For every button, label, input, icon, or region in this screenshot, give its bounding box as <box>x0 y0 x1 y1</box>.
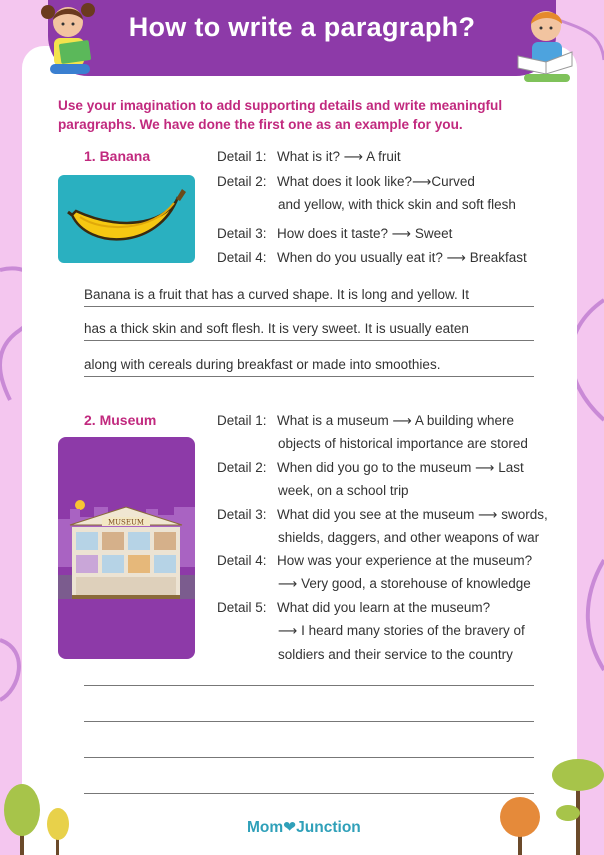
detail-text: What does it look like?⟶Curved <box>277 174 475 189</box>
museum-detail-2 <box>217 456 524 503</box>
girl-reading-icon <box>40 0 102 78</box>
banana-paragraph-line-3: along with cereals during breakfast or made into smoothies. <box>84 357 534 377</box>
writing-line-3[interactable] <box>84 757 534 758</box>
banana-detail-4 <box>217 246 527 269</box>
banana-detail-1 <box>217 145 401 168</box>
logo-text-right: Junction <box>296 819 361 836</box>
museum-detail-4 <box>217 549 532 596</box>
banana-icon <box>58 175 195 263</box>
logo-text-left: Mom <box>247 819 284 836</box>
museum-building-icon <box>58 437 195 659</box>
museum-image <box>58 437 195 659</box>
detail-text-continued: ⟶ I heard many stories of the bravery of <box>278 623 525 639</box>
detail-text: What did you see at the museum ⟶ swords, <box>277 507 548 522</box>
detail-label: Detail 1: <box>217 413 267 428</box>
tree-icon <box>494 755 604 855</box>
detail-text: What is it? ⟶ A fruit <box>277 149 401 164</box>
banana-paragraph-line-2: has a thick skin and soft flesh. It is very sweet. It is usually eaten <box>84 321 534 341</box>
detail-label: Detail 3: <box>217 226 267 241</box>
momjunction-logo <box>247 818 361 837</box>
detail-label: Detail 2: <box>217 174 267 189</box>
detail-text: How does it taste? ⟶ Sweet <box>277 226 453 241</box>
title-banner <box>48 0 556 76</box>
detail-text-continued: and yellow, with thick skin and soft flesh <box>278 197 516 213</box>
museum-sign: MUSEUM <box>107 518 145 527</box>
banana-paragraph-line-1: Banana is a fruit that has a curved shape. It is long and yellow. It <box>84 287 534 307</box>
detail-label: Detail 4: <box>217 250 267 265</box>
banana-detail-3 <box>217 222 452 245</box>
banana-image <box>58 175 195 263</box>
museum-detail-3 <box>217 503 548 550</box>
instructions-text: Use your imagination to add supporting details and write meaningful paragraphs. We have done the first one as an example for you. <box>58 98 503 132</box>
page-title: How to write a paragraph? <box>128 12 476 42</box>
detail-label: Detail 4: <box>217 553 267 568</box>
writing-line-2[interactable] <box>84 721 534 722</box>
detail-text: When did you go to the museum ⟶ Last <box>277 460 524 475</box>
detail-text-continued: shields, daggers, and other weapons of war <box>278 530 540 546</box>
detail-label: Detail 2: <box>217 460 267 475</box>
museum-detail-5 <box>217 596 525 666</box>
detail-label: Detail 1: <box>217 149 267 164</box>
detail-text: What is a museum ⟶ A building where <box>277 413 514 428</box>
detail-text-continued: ⟶ Very good, a storehouse of knowledge <box>278 576 531 592</box>
detail-text-continued: soldiers and their service to the country <box>278 646 513 662</box>
detail-label: Detail 5: <box>217 600 267 615</box>
detail-text: When do you usually eat it? ⟶ Breakfast <box>277 250 527 265</box>
detail-text-continued: week, on a school trip <box>278 483 409 499</box>
detail-text: How was your experience at the museum? <box>277 553 533 568</box>
detail-text-continued: objects of historical importance are stored <box>278 436 528 452</box>
banana-detail-2 <box>217 170 516 217</box>
banana-section-heading: 1. Banana <box>84 148 151 164</box>
detail-text: What did you learn at the museum? <box>277 600 491 615</box>
logo-v-mark-icon: ❤ <box>283 819 297 836</box>
tree-icon <box>0 780 75 855</box>
writing-line-4[interactable] <box>84 793 534 794</box>
writing-line-1[interactable] <box>84 685 534 686</box>
detail-label: Detail 3: <box>217 507 267 522</box>
museum-section-heading: 2. Museum <box>84 412 157 428</box>
boy-reading-icon <box>512 4 578 84</box>
museum-detail-1 <box>217 409 528 456</box>
